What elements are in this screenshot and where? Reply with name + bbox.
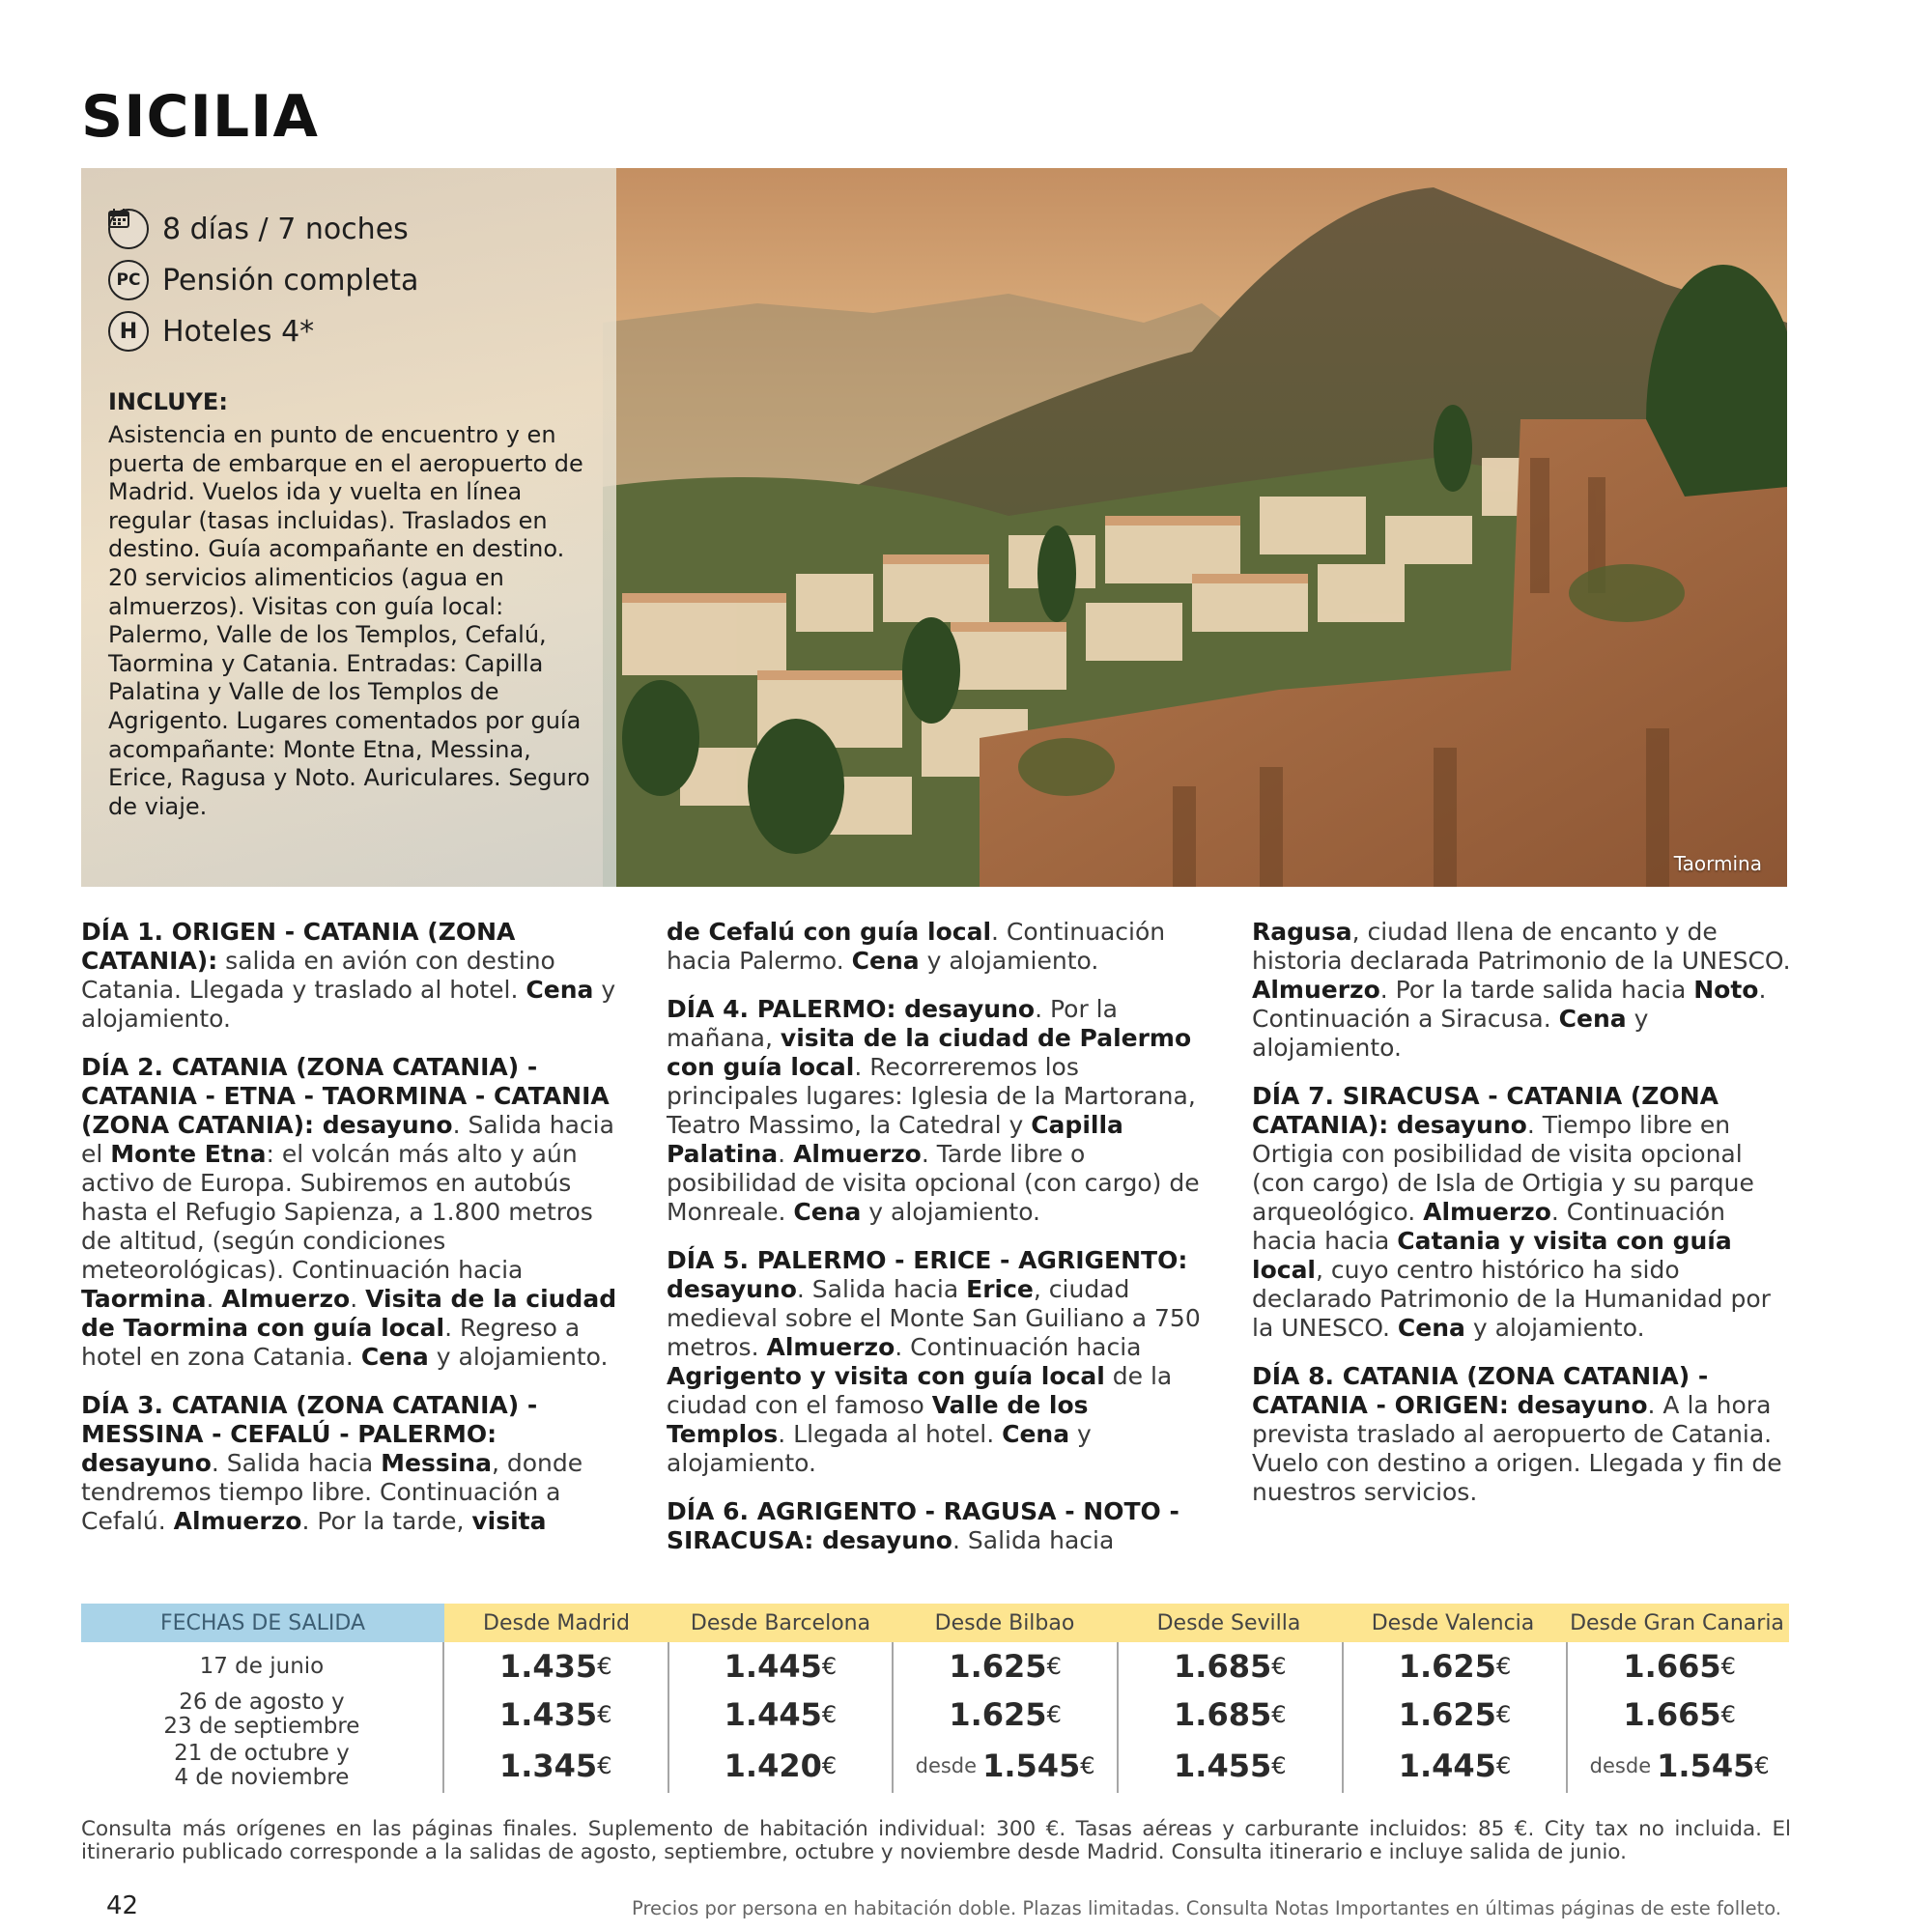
itinerary-column-1 [81, 918, 622, 1555]
price-row [81, 1690, 1791, 1739]
departure-dates-header: FECHAS DE SALIDA [81, 1604, 444, 1642]
itinerary-paragraph: DÍA 8. CATANIA (ZONA CATANIA) - CATANIA - ORIGEN: desayuno. A la hora prevista traslado al aeropuerto de Catania. Vuelo con destino a origen. Llegada y fin de nuestros servicios. [1252, 1362, 1782, 1506]
price-cell: 1.445 € [668, 1642, 893, 1690]
departure-date: 26 de agosto y 23 de septiembre [163, 1690, 360, 1739]
price-cell: 1.625 € [892, 1642, 1117, 1690]
calendar-icon [108, 209, 149, 249]
price-cell: 1.420 € [668, 1739, 893, 1793]
itinerary-paragraph: DÍA 7. SIRACUSA - CATANIA (ZONA CATANIA): desayuno. Tiempo libre en Ortigia con posibilidad de visita opcional (con cargo) de Isla de Ortigia y su parque arqueológico. Almuerzo. Continuación hacia hacia Catania y visita con guía local, cuyo centro histórico ha sido declarado Patrimonio de la Humanidad por la UNESCO. Cena y alojamiento. [1252, 1082, 1771, 1342]
origin-header: Desde Madrid [444, 1604, 668, 1642]
origin-header: Desde Gran Canaria [1565, 1604, 1789, 1642]
pension-completa-icon: PC [108, 260, 149, 300]
itinerary-paragraph: DÍA 6. AGRIGENTO - RAGUSA - NOTO - SIRACUSA: desayuno. Salida hacia [667, 1497, 1179, 1554]
price-table-body [81, 1642, 1791, 1793]
hotel-icon: H [108, 311, 149, 352]
itinerary-paragraph: DÍA 1. ORIGEN - CATANIA (ZONA CATANIA): salida en avión con destino Catania. Llegada y traslado al hotel. Cena y alojamiento. [81, 918, 616, 1033]
photo-caption: Taormina [1673, 852, 1762, 875]
includes-heading: INCLUYE: [108, 388, 228, 415]
departure-date: 17 de junio [199, 1653, 325, 1679]
price-cell: 1.445 € [668, 1690, 893, 1739]
page-number: 42 [106, 1891, 139, 1920]
origin-header: Desde Sevilla [1117, 1604, 1341, 1642]
price-cell: desde 1.545 € [1566, 1739, 1791, 1793]
hotel-feature [108, 311, 314, 352]
price-cell: 1.685 € [1117, 1690, 1342, 1739]
price-row [81, 1739, 1791, 1793]
price-cell: desde 1.545 € [892, 1739, 1117, 1793]
price-cell: 1.625 € [892, 1690, 1117, 1739]
price-table-header [81, 1604, 1791, 1642]
duration-text: 8 días / 7 noches [162, 212, 409, 246]
origin-header: Desde Barcelona [668, 1604, 893, 1642]
price-table [81, 1604, 1791, 1793]
footer-note: Precios por persona en habitación doble. Plazas limitadas. Consulta Notas Importantes en últimas páginas de este folleto. [632, 1897, 1781, 1919]
itinerary-paragraph: DÍA 2. CATANIA (ZONA CATANIA) - CATANIA - ETNA - TAORMINA - CATANIA (ZONA CATANIA): desayuno. Salida hacia el Monte Etna: el volcán más alto y aún activo de Europa. Subiremos en autobús hasta el Refugio Sapienza, a 1.800 metros de altitud, (según condiciones meteorológicas). Continuación hacia Taormina. Almuerzo. Visita de la ciudad de Taormina con guía local. Regreso a hotel en zona Catania. Cena y alojamiento. [81, 1053, 617, 1371]
origin-header: Desde Bilbao [893, 1604, 1117, 1642]
price-cell: 1.665 € [1566, 1642, 1791, 1690]
board-text: Pensión completa [162, 263, 419, 298]
price-cell: 1.685 € [1117, 1642, 1342, 1690]
trip-info-panel [81, 168, 616, 887]
hotel-text: Hoteles 4* [162, 314, 315, 349]
itinerary-column-3 [1252, 918, 1793, 1526]
departure-date: 21 de octubre y 4 de noviembre [174, 1741, 350, 1790]
itinerary-paragraph: DÍA 5. PALERMO - ERICE - AGRIGENTO: desayuno. Salida hacia Erice, ciudad medieval sobre el Monte San Guiliano a 750 metros. Almuerzo. Continuación hacia Agrigento y visita con guía local de la ciudad con el famoso Valle de los Templos. Llegada al hotel. Cena y alojamiento. [667, 1246, 1201, 1477]
price-cell: 1.435 € [442, 1642, 668, 1690]
itinerary-paragraph: DÍA 4. PALERMO: desayuno. Por la mañana, visita de la ciudad de Palermo con guía local. Recorreremos los principales lugares: Iglesia de la Martorana, Teatro Massimo, la Catedral y Capilla Palatina. Almuerzo. Tarde libre o posibilidad de visita opcional (con cargo) de Monreale. Cena y alojamiento. [667, 995, 1200, 1226]
conditions-note: Consulta más orígenes en las páginas finales. Suplemento de habitación individual: 300 €. Tasas aéreas y carburante incluidos: 85 €. City tax no incluida. El itinerario publicado corresponde a la salidas de agosto, septiembre, octubre y noviembre desde Madrid. Consulta itinerario e incluye salida de junio. [81, 1817, 1791, 1864]
itinerary-paragraph: de Cefalú con guía local. Continuación hacia Palermo. Cena y alojamiento. [667, 918, 1166, 975]
origin-header: Desde Valencia [1341, 1604, 1565, 1642]
price-cell: 1.435 € [442, 1690, 668, 1739]
price-cell: 1.455 € [1117, 1739, 1342, 1793]
hero-section [81, 168, 1787, 887]
price-cell: 1.345 € [442, 1739, 668, 1793]
includes-text: Asistencia en punto de encuentro y en puerta de embarque en el aeropuerto de Madrid. Vuelos ida y vuelta en línea regular (tasas incluidas). Traslados en destino. Guía acompañante en destino. 20 servicios alimenticios (agua en almuerzos). Visitas con guía local: Palermo, Valle de los Templos, Cefalú, Taormina y Catania. Entradas: Capilla Palatina y Valle de los Templos de Agrigento. Lugares comentados por guía acompañante: Monte Etna, Messina, Erice, Ragusa y Noto. Auriculares. Seguro de viaje. [108, 421, 590, 820]
itinerary-paragraph: Ragusa, ciudad llena de encanto y de historia declarada Patrimonio de la UNESCO. Almuerzo. Por la tarde salida hacia Noto. Continuación a Siracusa. Cena y alojamiento. [1252, 918, 1791, 1062]
itinerary-paragraph: DÍA 3. CATANIA (ZONA CATANIA) - MESSINA - CEFALÚ - PALERMO: desayuno. Salida hacia Messina, donde tendremos tiempo libre. Continuación a Cefalú. Almuerzo. Por la tarde, visita [81, 1391, 583, 1535]
price-cell: 1.445 € [1342, 1739, 1567, 1793]
itinerary-column-2 [667, 918, 1208, 1575]
duration-feature [108, 209, 409, 249]
price-cell: 1.625 € [1342, 1690, 1567, 1739]
price-cell: 1.665 € [1566, 1690, 1791, 1739]
price-row [81, 1642, 1791, 1690]
page-title: SICILIA [81, 83, 319, 151]
board-feature [108, 260, 418, 300]
price-cell: 1.625 € [1342, 1642, 1567, 1690]
